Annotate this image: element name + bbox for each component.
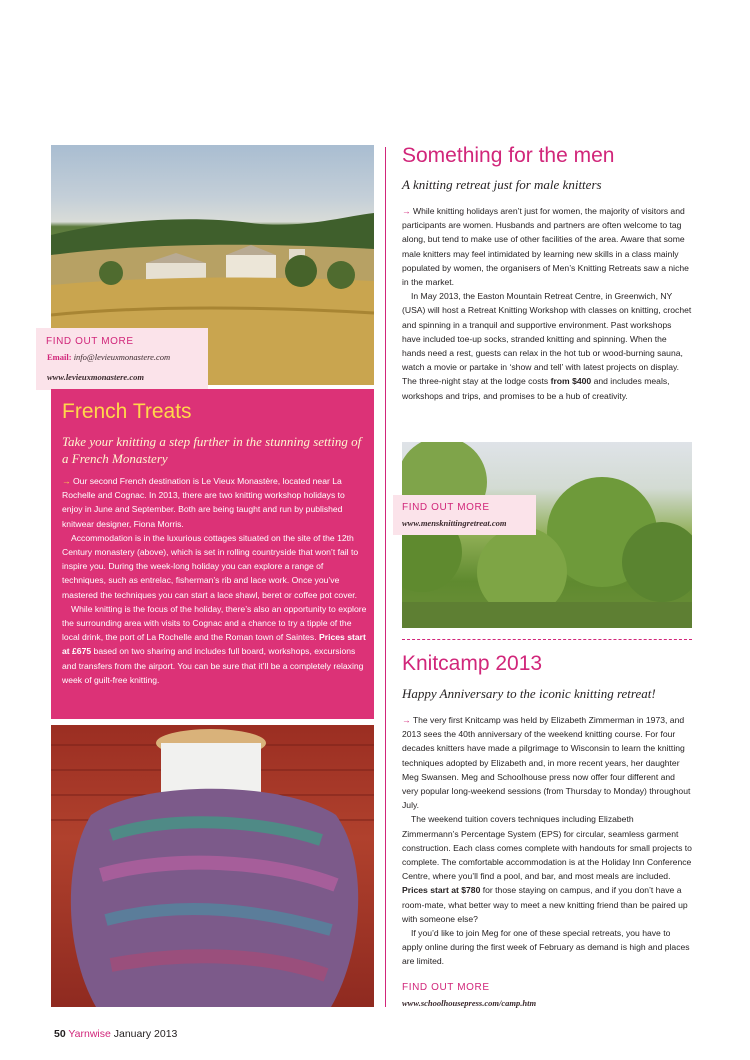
find-out-more-label-knitcamp: FIND OUT MORE	[402, 982, 490, 993]
paragraph-text: Accommodation is in the luxurious cottages situated on the site of the 12th Century monastery (above), which is set in rolling countryside that won’t fail to inspire you. During the week-long holiday you can explore a range of techniques, such as entrelac, fisherman’s rib and lace work. Once you’ve mastered the techniques you can start a lace shawl, beret or coffee pot cover.	[62, 532, 359, 600]
section-divider	[402, 639, 692, 640]
paragraph	[62, 531, 367, 602]
cowl-illustration	[51, 725, 374, 1007]
paragraph-text: for those staying on campus, and if you don’t have a room-mate, what better way to meet a new knitting friend than be paired up with someone else?	[402, 885, 688, 924]
page-number: 50	[54, 1028, 66, 1040]
website-link-knitcamp[interactable]: www.schoolhousepress.com/camp.htm	[402, 998, 537, 1008]
find-out-more-box-monastery	[36, 328, 208, 390]
article-title-men: Something for the men	[402, 144, 615, 167]
paragraph-text: The very first Knitcamp was held by Elizabeth Zimmerman in 1973, and 2013 sees the 40th anniversary of the weekend knitting course. For four decades knitters have made a pilgrimage to Wisconsin to learn the knitting techniques adopted by Elizabeth and, in more recent years, her daughter Meg Swansen. Meg and Schoolhouse press now offer four different and very popular long-weekend sessions (from Thursday to Monday) throughout July.	[402, 715, 691, 811]
arrow-icon: →	[402, 206, 411, 216]
paragraph	[402, 926, 692, 969]
paragraph-text: and includes meals, workshops and trips, and promises to be a hub of creativity.	[402, 376, 670, 401]
email-line	[47, 352, 170, 362]
arrow-icon: →	[402, 715, 411, 725]
article-body-men	[402, 204, 692, 403]
paragraph	[62, 474, 367, 531]
paragraph-text: The weekend tuition covers techniques including Elizabeth Zimmermann’s Percentage System (EPS) for circular, seamless garment construction. Each class comes complete with handouts for small projects to complete. The comfortable accommodation is at the Holiday Inn Conference Centre, where you’ll find a pool, and bar, and most meals are included.	[402, 814, 692, 882]
forest-illustration	[402, 442, 692, 628]
website-link[interactable]: www.mensknittingretreat.com	[402, 518, 507, 528]
paragraph-text: Our second French destination is Le Vieux Monastère, located near La Rochelle and Cognac. In 2013, there are two knitting workshop holidays to enjoy in June and September. Both are being taught and run by published knitwear designer, Fiona Morris.	[62, 476, 345, 529]
paragraph-text: based on two sharing and includes full board, workshops, excursions and transfers from the airport. You can be sure that it’ll be a completely relaxing week of guilt-free knitting.	[62, 646, 364, 685]
find-out-more-label: FIND OUT MORE	[402, 502, 490, 513]
issue-date: January 2013	[113, 1028, 178, 1040]
arrow-icon: →	[62, 476, 71, 486]
find-out-more-label: FIND OUT MORE	[46, 336, 134, 347]
email-label: Email:	[47, 352, 72, 362]
article-title-french-treats: French Treats	[62, 400, 192, 423]
magazine-name: Yarnwise	[68, 1028, 111, 1040]
price-highlight: from $400	[550, 376, 592, 387]
article-subtitle-men: A knitting retreat just for male knitters	[402, 177, 602, 192]
page-footer	[54, 1028, 177, 1040]
find-out-more-box-men	[393, 495, 536, 535]
article-subtitle-knitcamp: Happy Anniversary to the iconic knitting retreat!	[402, 686, 656, 701]
paragraph	[62, 602, 367, 687]
price-highlight: Prices start at $780	[402, 885, 481, 896]
paragraph	[402, 812, 692, 926]
price-highlight: Prices start at £675	[62, 632, 366, 657]
photo-knitted-cowl	[51, 725, 374, 1007]
paragraph-text: If you’d like to join Meg for one of these special retreats, you have to apply online during the first week of February as demand is high and places are limited.	[402, 928, 690, 967]
article-subtitle-french-treats: Take your knitting a step further in the stunning setting of a French Monastery	[62, 434, 362, 466]
paragraph-text: In May 2013, the Easton Mountain Retreat Centre, in Greenwich, NY (USA) will host a Retreat Knitting Workshop with classes on knitting, crochet and spinning in a tranquil and supportive environment. Past workshops have included toe-up socks, stranded knitting and spinning. When the hands need a rest, guests can relax in the hot tub or wood-burning sauna, watch a movie or partake in ‘show and tell’ with latest projects on display. The three-night stay at the lodge costs	[402, 291, 692, 387]
paragraph-text: While knitting holidays aren’t just for women, the majority of visitors and participants are women. Husbands and partners are often welcome to tag along, but tend to make use of other facilities of the area. Aware that some male knitters may feel intimidated by learning new skills in a class mainly populated by women, the organisers of Men’s Knitting Retreats saw a niche in the market.	[402, 206, 689, 288]
email-link[interactable]: info@levieuxmonastere.com	[73, 352, 171, 362]
article-body-knitcamp	[402, 713, 692, 969]
paragraph	[402, 204, 692, 289]
article-title-knitcamp: Knitcamp 2013	[402, 652, 543, 675]
paragraph	[402, 713, 692, 812]
article-body-french-treats	[62, 474, 367, 687]
paragraph	[402, 289, 692, 403]
paragraph-text: While knitting is the focus of the holiday, there’s also an opportunity to explore the surrounding area with visits to Cognac and a chance to try a tipple of the local drink, the port of La Rochelle and the Roman town of Saintes.	[62, 603, 367, 643]
photo-forest-retreat	[402, 442, 692, 628]
column-divider	[385, 147, 386, 1007]
website-link[interactable]: www.levieuxmonastere.com	[47, 372, 144, 382]
